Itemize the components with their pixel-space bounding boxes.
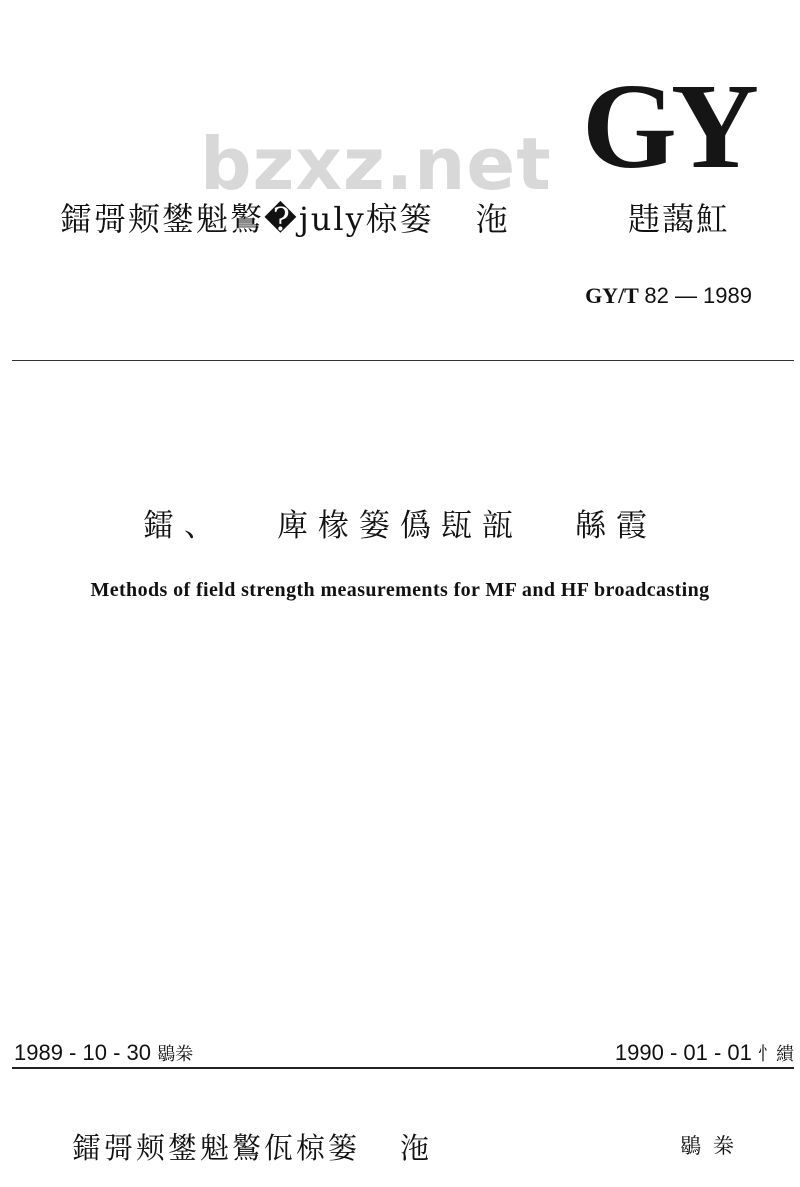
gy-logo: GY (582, 59, 753, 194)
issue-date-label: 鶡桊 (157, 1044, 194, 1065)
document-title-cn (0, 500, 800, 545)
footer-authority-tail: 沲 (400, 1131, 433, 1165)
footer-divider (12, 1067, 794, 1069)
issue-date-value: 1989 - 10 - 30 (14, 1040, 151, 1065)
header-divider (12, 360, 794, 361)
standard-number (585, 283, 752, 309)
standard-code: GY/T (585, 283, 639, 308)
implementation-date-label: 忄繢 (758, 1044, 794, 1065)
document-title-en: Methods of field strength measurements for MF and HF broadcasting (90, 579, 710, 601)
title-cn-part2: 庳椽篓僞瓺瓿 (277, 508, 523, 544)
issue-date (14, 1040, 193, 1066)
issuing-authority-main: 鐳彁颊鐢魁鸄�july椋篓 (60, 200, 434, 238)
title-cn-part3: 緜霞 (575, 508, 657, 544)
standard-type: 韪藹魟 (628, 200, 731, 238)
issuing-authority-tail: 沲 (475, 200, 510, 238)
footer-authority (72, 1126, 432, 1167)
footer-authority-main: 鐳彁颊鐢魁鸄佤椋篓 (72, 1131, 361, 1165)
title-cn-part1: 鐳、 (143, 508, 225, 544)
standard-year: 82 — 1989 (644, 283, 752, 308)
footer-issue-label: 鶡桊 (680, 1134, 746, 1158)
implementation-date-value: 1990 - 01 - 01 (614, 1040, 752, 1065)
implementation-date (615, 1040, 794, 1066)
issuing-authority (60, 194, 510, 240)
watermark: bzxz.net (200, 122, 552, 206)
